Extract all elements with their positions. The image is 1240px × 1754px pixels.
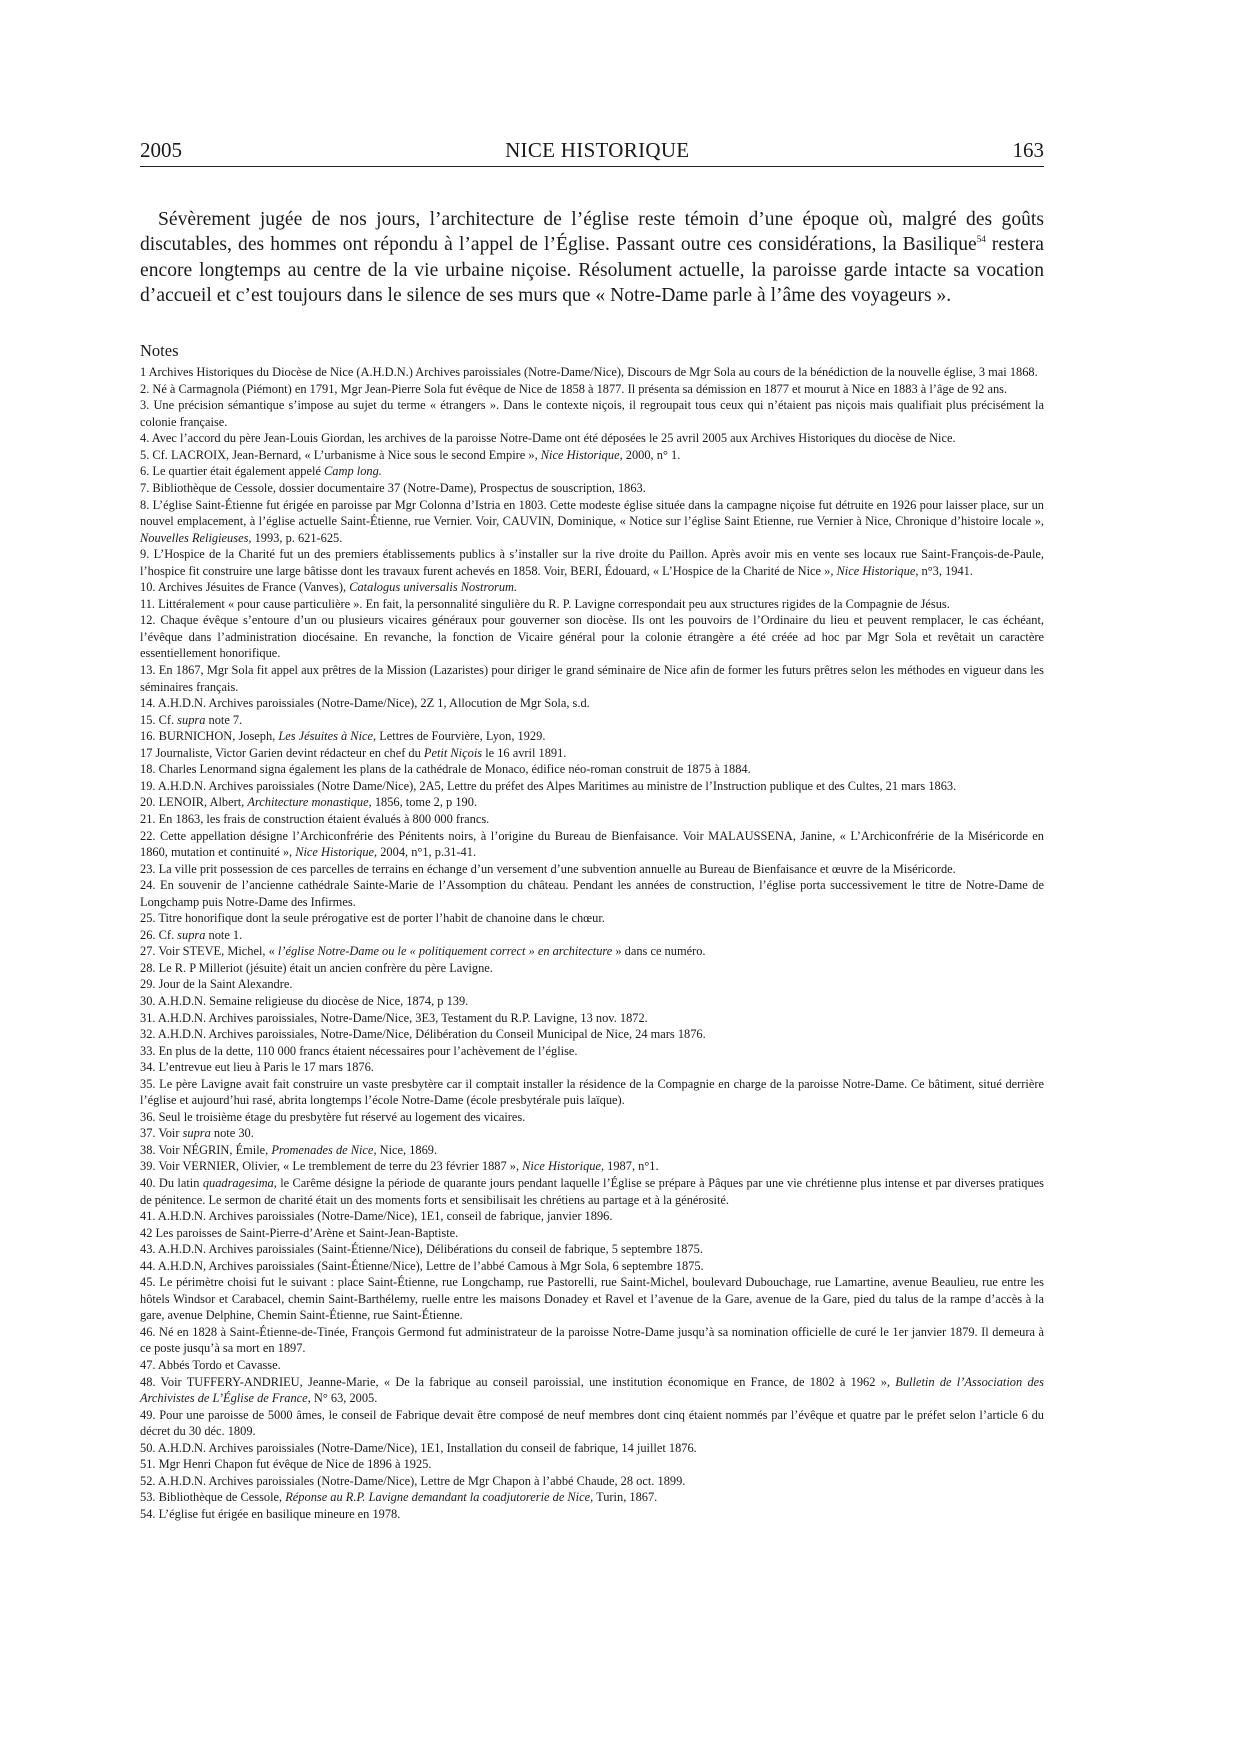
footnote-item bbox=[140, 1026, 1044, 1043]
footnote-text: 26. Cf. bbox=[140, 927, 178, 942]
footnote-text: 35. Le père Lavigne avait fait construire un vaste presbytère car il comptait installer la résidence de la Compagnie en charge de la paroisse Notre-Dame. Ce bâtiment, situé derrière l’église et aujourd’hui rasé, abrita longtemps l’école Notre-Dame (école presbytérale puis laïque). bbox=[140, 1076, 1044, 1108]
footnote-text: , le Carême désigne la période de quarante jours pendant laquelle l’Église se prépare à Pâques par une vie chrétienne plus intense et par diverses pratiques de pénitence. Le sermon de charité était un des moments forts et sensibilisait les chrétiens au partage et à la générosité. bbox=[140, 1175, 1044, 1207]
footnote-text: , Nice, 1869. bbox=[373, 1142, 438, 1157]
footnote-item bbox=[140, 1059, 1044, 1076]
footnote-item bbox=[140, 1158, 1044, 1175]
footnote-item bbox=[140, 1456, 1044, 1473]
footnote-text: , Turin, 1867. bbox=[590, 1490, 658, 1505]
footnote-item bbox=[140, 811, 1044, 828]
footnote-item bbox=[140, 497, 1044, 547]
footnote-text: , 1856, tome 2, p 190. bbox=[368, 795, 478, 810]
footnote-text: 29. Jour de la Saint Alexandre. bbox=[140, 977, 293, 992]
footnote-text: 30. A.H.D.N. Semaine religieuse du diocèse de Nice, 1874, p 139. bbox=[140, 993, 469, 1008]
footnote-italic-text: supra bbox=[177, 927, 206, 942]
footnote-text: 24. En souvenir de l’ancienne cathédrale Sainte-Marie de l’Assomption du château. Pendant les années de construction, l’église porta successivement le titre de Notre-Dame de Longchamp puis Notre-Dame des Infirmes. bbox=[140, 878, 1044, 909]
footnote-text: 38. Voir NÉGRIN, Émile, bbox=[140, 1142, 272, 1157]
header-page-number: 163 bbox=[1012, 138, 1044, 162]
footnote-item bbox=[140, 695, 1044, 712]
body-text-part-1: Sévèrement jugée de nos jours, l’architecture de l’église reste témoin d’une époque où, malgré des goûts discutables, des hommes ont répondu à l’appel de l’Église. Passant outre ces considérations, la Basilique bbox=[140, 209, 1044, 256]
footnote-text: 53. Bibliothèque de Cessole, bbox=[140, 1490, 286, 1505]
footnote-text: 14. A.H.D.N. Archives paroissiales (Notre-Dame/Nice), 2Z 1, Allocution de Mgr Sola, s.d. bbox=[140, 696, 590, 711]
footnote-text: 43. A.H.D.N. Archives paroissiales (Saint-Étienne/Nice), Délibérations du conseil de fabrique, 5 septembre 1875. bbox=[140, 1242, 703, 1257]
footnote-text: 15. Cf. bbox=[140, 712, 178, 727]
footnote-text: , 2004, n°1, p.31-41. bbox=[374, 845, 477, 860]
footnote-item bbox=[140, 728, 1044, 745]
footnote-text: 19. A.H.D.N. Archives paroissiales (Notre Dame/Nice), 2A5, Lettre du préfet des Alpes Maritimes au ministre de l’Instruction publique et des Cultes, 21 mars 1863. bbox=[140, 778, 957, 793]
footnote-item bbox=[140, 596, 1044, 613]
footnote-italic-text: Nice Historique bbox=[295, 845, 375, 860]
footnote-text: , n°3, 1941. bbox=[915, 563, 973, 578]
footnote-text: 23. La ville prit possession de ces parcelles de terrains en échange d’un versement d’une subvention annuelle au Bureau de Bienfaisance et œuvre de la Miséricorde. bbox=[140, 861, 956, 876]
footnote-italic-text: quadragesima bbox=[202, 1175, 274, 1190]
footnote-text: 25. Titre honorifique dont la seule prérogative est de porter l’habit de chanoine dans le chœur. bbox=[140, 911, 605, 926]
footnote-italic-text: Nice Historique bbox=[522, 1159, 601, 1174]
footnote-text: 27. Voir STEVE, Michel, « bbox=[140, 944, 278, 959]
footnote-text: 39. Voir VERNIER, Olivier, « Le tremblement de terre du 23 février 1887 », bbox=[140, 1159, 523, 1174]
footnote-text: 42 Les paroisses de Saint-Pierre-d’Arène et Saint-Jean-Baptiste. bbox=[140, 1225, 459, 1240]
footnote-item bbox=[140, 1142, 1044, 1159]
footnote-text: 5. Cf. LACROIX, Jean-Bernard, « L’urbanisme à Nice sous le second Empire », bbox=[140, 447, 541, 462]
footnote-item bbox=[140, 1357, 1044, 1374]
footnote-text: 7. Bibliothèque de Cessole, dossier documentaire 37 (Notre-Dame), Prospectus de souscription, 1863. bbox=[140, 481, 646, 496]
footnote-text: 18. Charles Lenormand signa également les plans de la cathédrale de Monaco, édifice néo-roman construit de 1875 à 1884. bbox=[140, 762, 751, 777]
footnote-text: 46. Né en 1828 à Saint-Étienne-de-Tinée, François Germond fut administrateur de la paroisse Notre-Dame jusqu’à sa nomination officielle de curé le 1er janvier 1879. Il demeura à ce poste jusqu’à sa mort en 1897. bbox=[140, 1324, 1044, 1356]
footnote-item bbox=[140, 1440, 1044, 1457]
footnote-item bbox=[140, 910, 1044, 927]
footnote-item bbox=[140, 1043, 1044, 1060]
footnote-item bbox=[140, 1109, 1044, 1126]
footnote-italic-text: Architecture monastique bbox=[247, 795, 369, 810]
footnote-text: 32. A.H.D.N. Archives paroissiales, Notre-Dame/Nice, Délibération du Conseil Municipal de Nice, 24 mars 1876. bbox=[140, 1027, 706, 1042]
footnote-text: 3. Une précision sémantique s’impose au sujet du terme « étrangers ». Dans le contexte niçois, il regroupait tous ceux qui n’étaient pas niçois mais qualifiait plus précisément la colonie française. bbox=[140, 398, 1044, 429]
footnote-text: 33. En plus de la dette, 110 000 francs étaient nécessaires pour l’achèvement de l’église. bbox=[140, 1043, 578, 1058]
body-paragraph bbox=[140, 207, 1044, 308]
footnote-item bbox=[140, 761, 1044, 778]
footnote-text: 36. Seul le troisième étage du presbytère fut réservé au logement des vicaires. bbox=[140, 1109, 526, 1124]
footnote-item bbox=[140, 1076, 1044, 1109]
header-journal-title: NICE HISTORIQUE bbox=[505, 138, 690, 162]
footnote-italic-text: Les Jésuites à Nice bbox=[278, 729, 374, 744]
footnote-italic-text: Camp long. bbox=[324, 464, 382, 479]
footnote-item bbox=[140, 1489, 1044, 1506]
footnote-item bbox=[140, 712, 1044, 729]
footnote-text: , 2000, n° 1. bbox=[619, 447, 681, 462]
footnote-text: 4. Avec l’accord du père Jean-Louis Giordan, les archives de la paroisse Notre-Dame ont été déposées le 25 avril 2005 aux Archives Historiques du diocèse de Nice. bbox=[140, 431, 956, 446]
footnote-item bbox=[140, 662, 1044, 695]
footnote-text: 1 Archives Historiques du Diocèse de Nice (A.H.D.N.) Archives paroissiales (Notre-Dame/Nice), Discours de Mgr Sola au cours de la bénédiction de la nouvelle église, 3 mai 1868. bbox=[140, 365, 1038, 380]
footnote-text: 40. Du latin bbox=[140, 1175, 203, 1190]
footnote-item bbox=[140, 976, 1044, 993]
footnote-italic-text: Nouvelles Religieuses bbox=[140, 530, 249, 545]
footnote-text: 52. A.H.D.N. Archives paroissiales (Notre-Dame/Nice), Lettre de Mgr Chapon à l’abbé Chaude, 28 oct. 1899. bbox=[140, 1473, 686, 1488]
footnote-item bbox=[140, 447, 1044, 464]
footnote-item bbox=[140, 993, 1044, 1010]
footnote-item bbox=[140, 397, 1044, 430]
footnote-text: note 30. bbox=[210, 1126, 254, 1141]
page bbox=[140, 138, 1044, 1522]
footnote-text: note 7. bbox=[205, 712, 243, 727]
footnote-text: 9. L’Hospice de la Charité fut un des premiers établissements publics à s’installer sur la rive droite du Paillon. Après avoir mis en vente ses locaux rue Saint-François-de-Paule, l’hospice fit construire une large bâtisse dont les travaux furent achevés en 1858. Voir, BERI, Édouard, « L’Hospice de la Charité de Nice », bbox=[140, 547, 1044, 578]
footnote-item bbox=[140, 828, 1044, 861]
footnote-text: 28. Le R. P Milleriot (jésuite) était un ancien confrère du père Lavigne. bbox=[140, 960, 493, 975]
notes-heading: Notes bbox=[140, 341, 179, 361]
footnote-item bbox=[140, 778, 1044, 795]
footnote-item bbox=[140, 960, 1044, 977]
body-text-part-2: restera encore longtemps au centre de la vie urbaine niçoise. Résolument actuelle, la paroisse garde intacte sa vocation d’accueil et c’est toujours dans le silence de ses murs que « Notre-Dame parle à l’âme des voyageurs ». bbox=[140, 234, 1045, 306]
footnote-item bbox=[140, 1010, 1044, 1027]
footnote-item bbox=[140, 381, 1044, 398]
footnote-text: 47. Abbés Tordo et Cavasse. bbox=[140, 1358, 281, 1372]
footnote-item bbox=[140, 430, 1044, 447]
footnote-text: , 1987, n°1. bbox=[600, 1159, 659, 1174]
footnote-italic-text: Bulletin de l’Association des Archivistes de L’Église de France bbox=[140, 1374, 1045, 1406]
footnote-item bbox=[140, 612, 1044, 662]
footnote-item bbox=[140, 745, 1044, 762]
footnote-text: 37. Voir bbox=[140, 1126, 183, 1141]
footnote-text: , 1993, p. 621-625. bbox=[248, 530, 343, 545]
footnote-item bbox=[140, 1241, 1044, 1258]
footnote-text: 45. Le périmètre choisi fut le suivant : place Saint-Étienne, rue Longchamp, rue Pastorelli, rue Saint-Michel, boulevard Dubouchage, rue Lamartine, avenue Beaulieu, rue entre les hôtels Windsor et Carabacel, chemin Saint-Barthélemy, ruelle entre les maisons Donadey et Ravel et l’avenue de la Gare, avenue de la Gare, pied du talus de la rampe d’accès à la gare, avenue Delphine, Chemin Saint-Étienne, rue Saint-Étienne. bbox=[140, 1275, 1044, 1323]
footnote-text: 22. Cette appellation désigne l’Archiconfrérie des Pénitents noirs, à l’origine du Bureau de Bienfaisance. Voir MALAUSSENA, Janine, « L’Archiconfrérie de la Miséricorde en 1860, mutation et continuité », bbox=[140, 828, 1044, 860]
footnote-text: 21. En 1863, les frais de construction étaient évalués à 800 000 francs. bbox=[140, 811, 490, 826]
footnote-text: 12. Chaque évêque s’entoure d’un ou plusieurs vicaires généraux pour gouverner son diocèse. Ils ont les pouvoirs de l’Ordinaire du lieu et peuvent remplacer, le cas échéant, l’évêque dans l’administration diocésaine. En revanche, la fonction de Vicaire général pour la colonie étrangère a été créée ad hoc par Mgr Sola et revêtait un caractère essentiellement honorifique. bbox=[140, 613, 1044, 661]
footnote-text: 20. LENOIR, Albert, bbox=[140, 795, 248, 810]
footnote-text: 8. L’église Saint-Étienne fut érigée en paroisse par Mgr Colonna d’Istria en 1803. Cette modeste église située dans la campagne niçoise fut détruite en 1926 pour laisser place, sur un nouvel emplacement, à l’église actuelle Saint-Étienne, rue Vernier. Voir, CAUVIN, Dominique, « Notice sur l’église Saint Etienne, rue Vernier à Nice, Chronique d’histoire locale », bbox=[140, 497, 1044, 529]
footnote-item bbox=[140, 546, 1044, 579]
footnote-text: 10. Archives Jésuites de France (Vanves), bbox=[140, 580, 350, 595]
footnote-text: 41. A.H.D.N. Archives paroissiales (Notre-Dame/Nice), 1E1, conseil de fabrique, janvier 1896. bbox=[140, 1209, 613, 1224]
footnote-text: 50. A.H.D.N. Archives paroissiales (Notre-Dame/Nice), 1E1, Installation du conseil de fabrique, 14 juillet 1876. bbox=[140, 1440, 697, 1455]
footnote-item bbox=[140, 1324, 1044, 1357]
footnote-text: , Lettres de Fourvière, Lyon, 1929. bbox=[373, 729, 546, 744]
footnote-text: 2. Né à Carmagnola (Piémont) en 1791, Mgr Jean-Pierre Sola fut évêque de Nice de 1858 à 1877. Il présenta sa démission en 1877 et mourut à Nice en 1883 à l’âge de 92 ans. bbox=[140, 381, 1008, 396]
footnote-italic-text: Nice Historique bbox=[540, 447, 620, 462]
footnote-item bbox=[140, 1407, 1044, 1440]
footnote-item bbox=[140, 861, 1044, 878]
footnote-item bbox=[140, 480, 1044, 497]
notes-list bbox=[140, 364, 1044, 1522]
footnote-text: 44. A.H.D.N, Archives paroissiales (Saint-Étienne/Nice), Lettre de l’abbé Camous à Mgr Sola, 6 septembre 1875. bbox=[140, 1258, 704, 1273]
footnote-item bbox=[140, 1473, 1044, 1490]
footnote-italic-text: Réponse au R.P. Lavigne demandant la coadjutorerie de Nice bbox=[285, 1490, 591, 1505]
footnote-text: 54. L’église fut érigée en basilique mineure en 1978. bbox=[140, 1506, 401, 1521]
footnote-italic-text: l’église Notre-Dame ou le « politiquement correct » en architecture bbox=[277, 944, 613, 959]
footnote-text: le 16 avril 1891. bbox=[482, 745, 567, 760]
footnote-italic-text: Promenades de Nice bbox=[271, 1142, 374, 1157]
footnote-item bbox=[140, 1125, 1044, 1142]
footnote-item bbox=[140, 927, 1044, 944]
footnote-reference: 54 bbox=[976, 234, 986, 245]
header-year: 2005 bbox=[140, 138, 182, 162]
footnote-item bbox=[140, 1374, 1044, 1407]
footnote-italic-text: supra bbox=[182, 1126, 211, 1141]
footnote-text: , N° 63, 2005. bbox=[307, 1391, 378, 1406]
footnote-item bbox=[140, 1258, 1044, 1275]
footnote-italic-text: Petit Niçois bbox=[423, 745, 483, 760]
footnote-item bbox=[140, 1175, 1044, 1208]
footnote-item bbox=[140, 794, 1044, 811]
footnote-text: 16. BURNICHON, Joseph, bbox=[140, 729, 279, 744]
footnote-item bbox=[140, 364, 1044, 381]
footnote-item bbox=[140, 1225, 1044, 1242]
footnote-text: 34. L’entrevue eut lieu à Paris le 17 mars 1876. bbox=[140, 1060, 374, 1075]
footnote-item bbox=[140, 463, 1044, 480]
footnote-item bbox=[140, 1274, 1044, 1324]
footnote-text: » dans ce numéro. bbox=[612, 944, 706, 959]
footnote-item bbox=[140, 1506, 1044, 1523]
footnote-text: 6. Le quartier était également appelé bbox=[140, 464, 325, 479]
footnote-text: 13. En 1867, Mgr Sola fit appel aux prêtres de la Mission (Lazaristes) pour diriger le grand séminaire de Nice afin de former les futurs prêtres selon les méthodes en vigueur dans les séminaires français. bbox=[140, 663, 1044, 694]
footnote-italic-text: Catalogus universalis Nostrorum. bbox=[349, 580, 518, 595]
footnote-text: 11. Littéralement « pour cause particulière ». En fait, la personnalité singulière du R. P. Lavigne correspondait peu aux structures rigides de la Compagnie de Jésus. bbox=[140, 596, 950, 611]
footnote-italic-text: Nice Historique bbox=[836, 563, 916, 578]
footnote-text: 49. Pour une paroisse de 5000 âmes, le conseil de Fabrique devait être composé de neuf membres dont cinq étaient nommés par l’évêque et quatre par le préfet selon l’article 6 du décret du 30 déc. 1809. bbox=[140, 1407, 1044, 1439]
footnote-text: 17 Journaliste, Victor Garien devint rédacteur en chef du bbox=[140, 745, 424, 760]
footnote-text: 48. Voir TUFFERY-ANDRIEU, Jeanne-Marie, « De la fabrique au conseil paroissial, une institution économique en France, de 1802 à 1962 », bbox=[140, 1374, 896, 1389]
footnote-italic-text: supra bbox=[177, 712, 206, 727]
footnote-item bbox=[140, 579, 1044, 596]
footnote-item bbox=[140, 1208, 1044, 1225]
footnote-item bbox=[140, 877, 1044, 910]
footnote-text: 51. Mgr Henri Chapon fut évêque de Nice de 1896 à 1925. bbox=[140, 1457, 432, 1472]
footnote-item bbox=[140, 943, 1044, 960]
footnote-text: note 1. bbox=[205, 927, 243, 942]
running-header bbox=[140, 138, 1044, 167]
footnote-text: 31. A.H.D.N. Archives paroissiales, Notre-Dame/Nice, 3E3, Testament du R.P. Lavigne, 13 nov. 1872. bbox=[140, 1010, 648, 1025]
